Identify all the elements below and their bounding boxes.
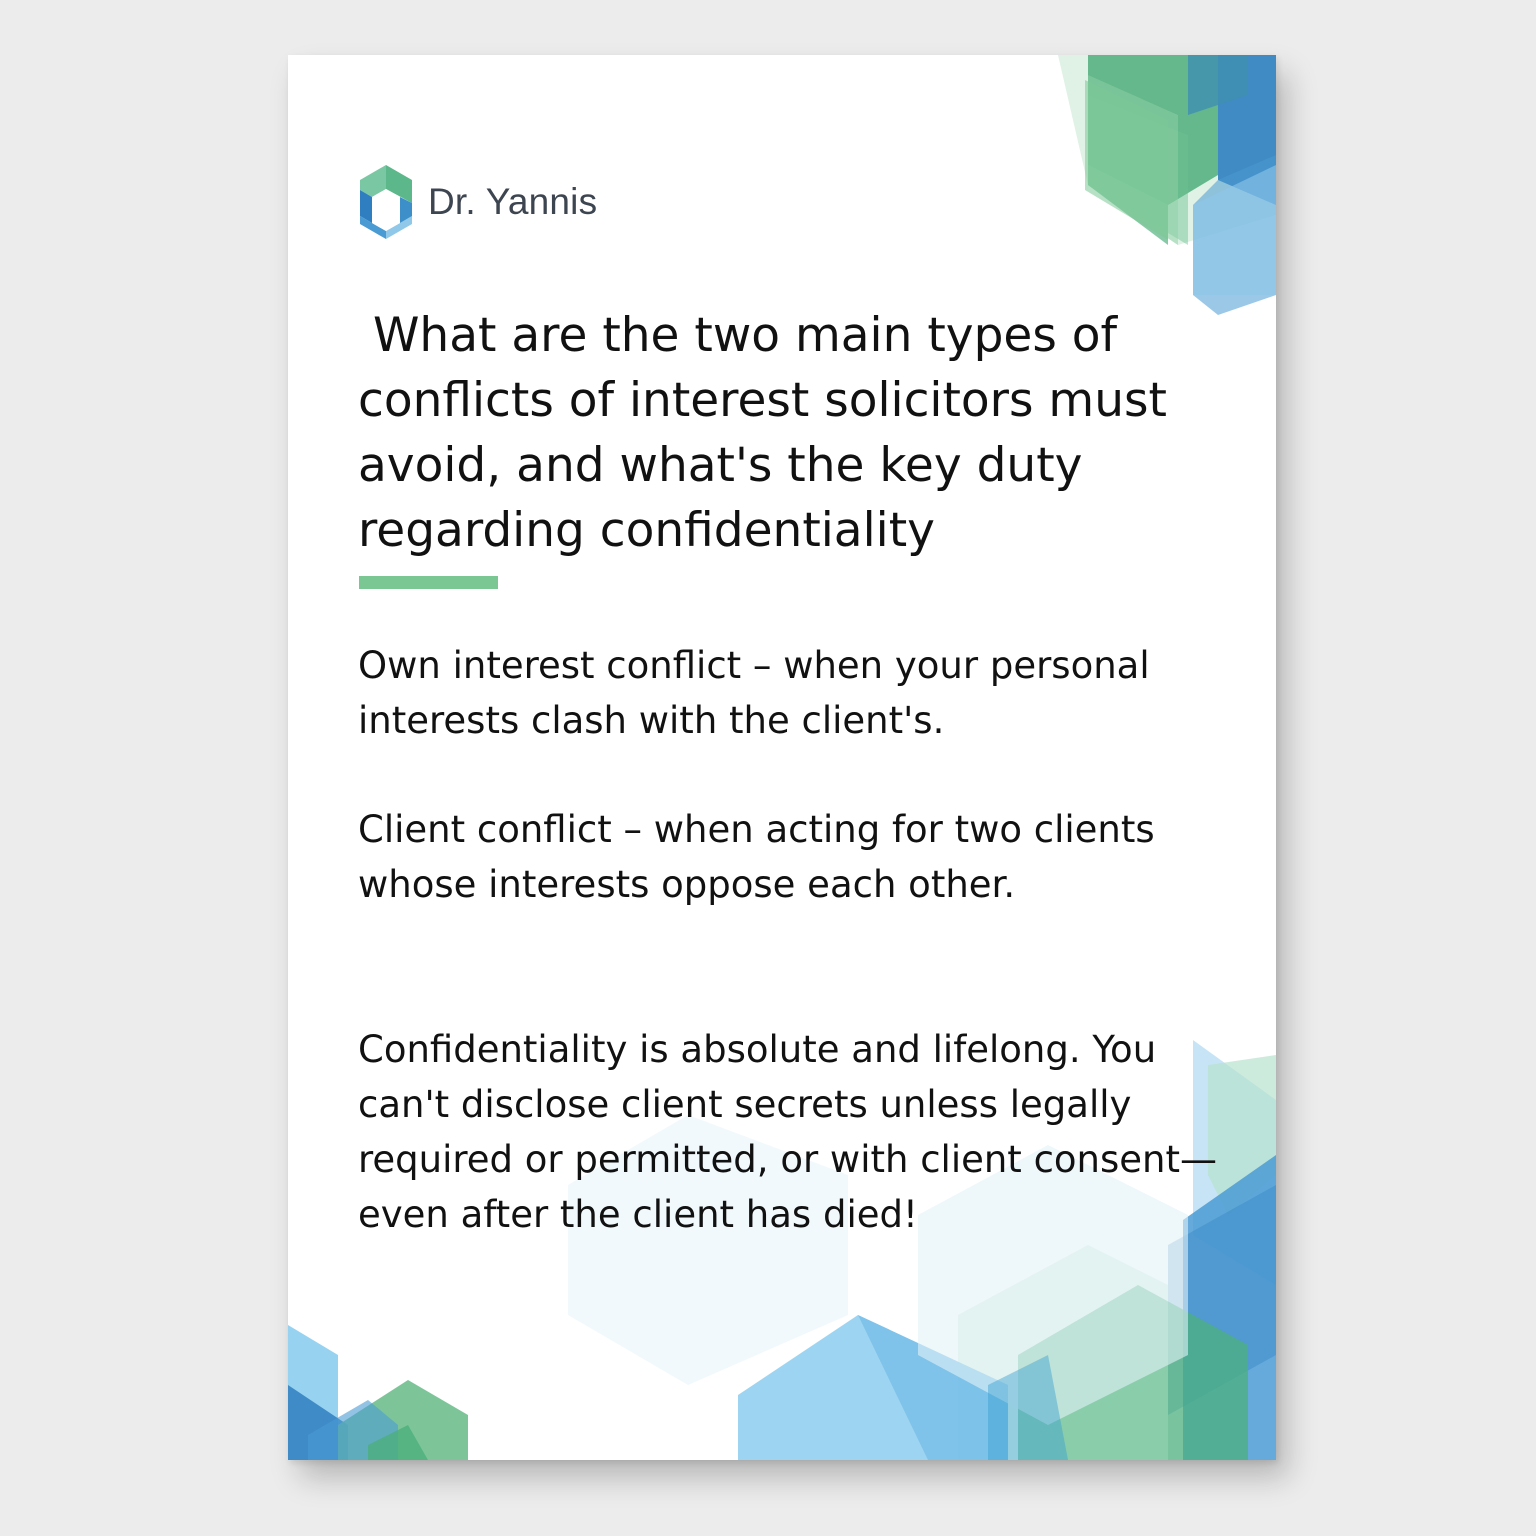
flashcard — [288, 55, 1276, 1460]
paragraph-own-interest: Own interest conflict – when your personal interests clash with the client's. — [358, 644, 1150, 742]
hexagon-logo-icon — [358, 163, 414, 241]
brand-name: Dr. Yannis — [428, 181, 598, 222]
paragraph-client-conflict: Client conflict – when acting for two clients whose interests oppose each other. — [358, 808, 1155, 906]
hexagon-decoration — [288, 55, 1276, 1460]
accent-divider — [359, 576, 498, 589]
brand-logo — [358, 163, 597, 241]
card-title: What are the two main types of conflicts of interest solicitors must avoid, and what's the key duty regarding confidentiality — [358, 308, 1182, 558]
paragraph-confidentiality: Confidentiality is absolute and lifelong. You can't disclose client secrets unless legally required or permitted, or with client consent—even after the client has died! — [358, 1028, 1218, 1236]
